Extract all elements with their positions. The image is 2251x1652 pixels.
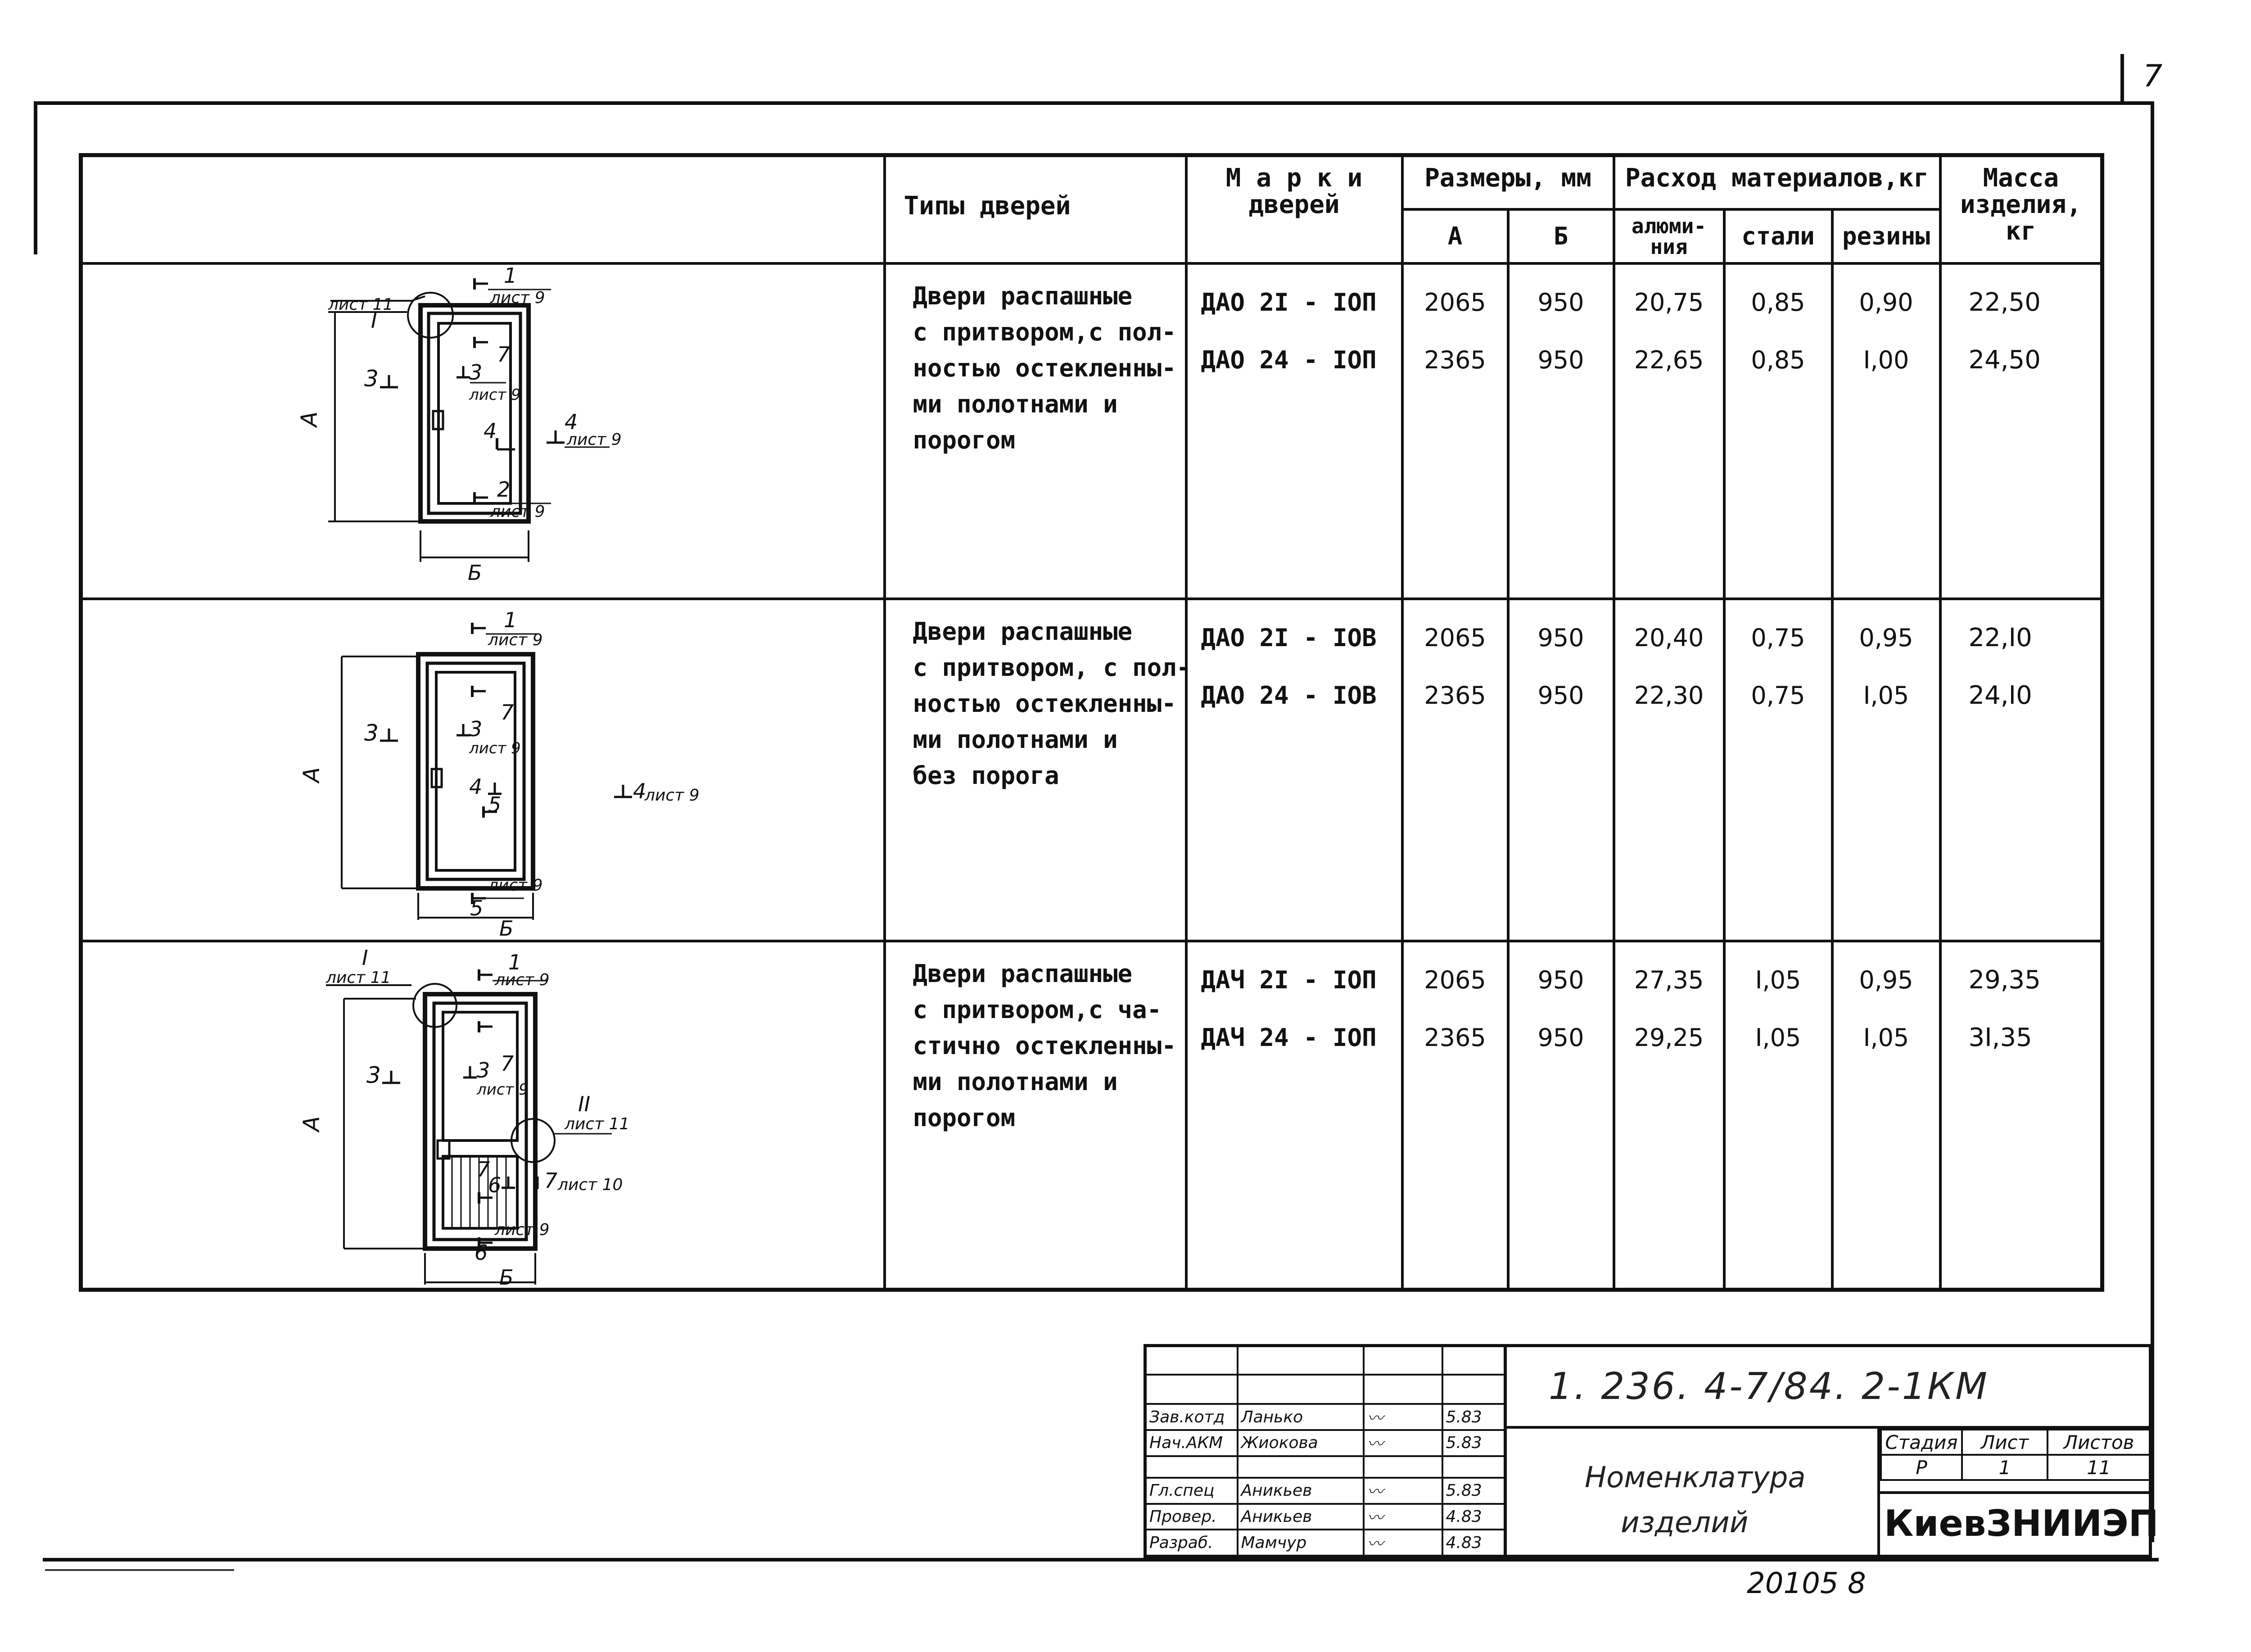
section-6-inner-label: 6 — [488, 1172, 502, 1197]
aluminium-value: 20,40 — [1634, 623, 1704, 652]
type-line: с притвором,с ча- — [913, 995, 1162, 1024]
steel-values — [1724, 263, 1832, 599]
door-elevation-3 — [83, 942, 886, 1289]
door-mark: ДАЧ 24 - IОП — [1201, 1023, 1377, 1052]
dim-a-value: 2365 — [1424, 681, 1486, 710]
type-line: с притвором,с пол- — [913, 317, 1176, 346]
aluminium-values — [1614, 599, 1724, 941]
type-line: стично остекленны- — [913, 1031, 1176, 1060]
signature-name: Аникьев — [1238, 1478, 1364, 1504]
signature-date: 5.83 — [1442, 1430, 1505, 1456]
rubber-value: I,05 — [1863, 681, 1909, 710]
dim-b-value: 950 — [1537, 965, 1584, 994]
dim-a-value: 2065 — [1424, 288, 1486, 317]
header-steel: стали — [1724, 209, 1832, 263]
signature-row — [1145, 1478, 1505, 1504]
header-marks — [1186, 155, 1402, 263]
callout-top-label: I — [371, 308, 377, 333]
signature-name: Аникьев — [1238, 1504, 1364, 1530]
section-7-label: 7 — [501, 1051, 514, 1076]
dim-b-value: 950 — [1537, 345, 1584, 374]
callout-mid-sheet: лист 11 — [565, 1114, 630, 1133]
section-4-inner-label: 4 — [469, 774, 483, 799]
inventory-number: 20105 8 — [1747, 1567, 1866, 1600]
section-4-label: 4 — [633, 778, 646, 803]
section-2-sheet: лист 9 — [490, 502, 545, 521]
bottom-frame-line — [43, 1558, 2159, 1561]
header-marks-line-1: М а р к и — [1225, 163, 1363, 193]
dimension-a-label: А — [298, 767, 325, 783]
steel-value: 0,85 — [1751, 345, 1805, 374]
signature-role: Провер. — [1145, 1504, 1238, 1530]
section-1-label: 1 — [504, 607, 517, 632]
section-5-inner-label: 5 — [488, 792, 502, 817]
type-line: Двери распашные — [913, 617, 1133, 646]
dimension-a-label: А — [296, 411, 322, 427]
rubber-value: 0,95 — [1859, 623, 1913, 652]
dimension-a-label: А — [298, 1116, 325, 1132]
section-5-label: 5 — [470, 896, 484, 920]
bottom-frame-line-short — [45, 1569, 234, 1571]
header-drawing-blank — [81, 155, 885, 263]
callout-top-sheet: лист 11 — [328, 295, 393, 314]
signature-mark: 〰 — [1364, 1404, 1442, 1430]
door-mark: ДАО 24 - IОВ — [1201, 681, 1377, 710]
dim-b-value: 950 — [1537, 1023, 1584, 1052]
rubber-values — [1832, 263, 1940, 599]
type-line: ми полотнами и — [913, 389, 1118, 418]
section-7-label: 7 — [501, 700, 514, 724]
door-type-description — [885, 941, 1186, 1290]
section-1-sheet: лист 9 — [490, 288, 545, 307]
dim-b-values — [1508, 941, 1614, 1290]
section-7-label: 7 — [497, 342, 511, 367]
section-6-sheet: лист 9 — [495, 1220, 550, 1239]
stage-table — [1880, 1429, 2151, 1481]
sheet-number-rule — [2120, 54, 2124, 104]
door-drawing-2 — [81, 599, 885, 941]
signature-mark: 〰 — [1364, 1530, 1442, 1556]
dimension-b-label: Б — [499, 1265, 514, 1289]
dim-a-value: 2365 — [1424, 1023, 1486, 1052]
callout-mid-label: II — [578, 1091, 591, 1116]
door-mark: ДАО 2I - IОП — [1201, 288, 1377, 317]
section-3-label: 3 — [477, 1058, 490, 1082]
signature-mark: 〰 — [1364, 1478, 1442, 1504]
aluminium-values — [1614, 263, 1724, 599]
section-3-sheet: лист 9 — [477, 1080, 529, 1099]
type-line: порогом — [913, 425, 1016, 454]
section-3-label: 3 — [469, 716, 483, 741]
stage-value: Р — [1881, 1455, 1962, 1480]
callout-top-label: I — [362, 945, 368, 970]
signature-row — [1145, 1404, 1505, 1430]
rubber-value: I,05 — [1863, 1023, 1909, 1052]
aluminium-value: 22,30 — [1634, 681, 1704, 710]
header-mass-line-3: кг — [2006, 216, 2036, 246]
signature-date: 5.83 — [1442, 1404, 1505, 1430]
section-3-label: 3 — [469, 360, 483, 385]
section-1-label: 1 — [508, 950, 522, 974]
steel-value: I,05 — [1755, 1023, 1801, 1052]
mass-value: 29,35 — [1968, 965, 2041, 995]
dim-a-values — [1402, 599, 1508, 941]
section-5-sheet: лист 9 — [488, 876, 543, 895]
header-row-1 — [81, 155, 2102, 209]
section-4-sheet: лист 9 — [567, 430, 622, 449]
type-line: ностью остекленны- — [913, 689, 1176, 718]
mass-value: 3I,35 — [1968, 1023, 2032, 1052]
steel-value: 0,85 — [1751, 288, 1805, 317]
header-rubber: резины — [1832, 209, 1940, 263]
dim-a-values — [1402, 941, 1508, 1290]
document-title-line: Номенклатура — [1585, 1461, 1806, 1494]
dim-a-value: 2365 — [1424, 345, 1486, 374]
signature-role: Зав.котд — [1145, 1404, 1238, 1430]
mass-value: 22,50 — [1968, 287, 2041, 317]
aluminium-value: 29,25 — [1634, 1023, 1704, 1052]
signature-mark: 〰 — [1364, 1504, 1442, 1530]
steel-values — [1724, 599, 1832, 941]
signature-date: 4.83 — [1442, 1504, 1505, 1530]
rubber-value: 0,90 — [1859, 288, 1913, 317]
dim-b-values — [1508, 263, 1614, 599]
document-title — [1585, 1455, 1806, 1545]
rubber-value: I,00 — [1863, 345, 1909, 374]
steel-value: 0,75 — [1751, 681, 1805, 710]
mass-values — [1940, 599, 2102, 941]
signature-role: Гл.спец — [1145, 1478, 1238, 1504]
door-mark: ДАО 2I - IОВ — [1201, 623, 1377, 652]
rubber-values — [1832, 599, 1940, 941]
organization-divider — [1880, 1491, 2149, 1494]
dim-b-value: 950 — [1537, 623, 1584, 652]
sheets-value: 11 — [2048, 1455, 2150, 1480]
section-4-sheet: лист 9 — [645, 786, 700, 805]
section-7-inner-label: 7 — [477, 1157, 490, 1181]
signature-grid — [1144, 1344, 1507, 1558]
aluminium-values — [1614, 941, 1724, 1290]
section-3-sheet: лист 9 — [469, 739, 521, 757]
sheet-value: 1 — [1962, 1455, 2048, 1480]
header-mass-line-2: изделия, — [1960, 190, 2082, 219]
signature-role: Разраб. — [1145, 1530, 1238, 1556]
section-3-left-label: 3 — [364, 365, 379, 392]
section-1-sheet: лист 9 — [488, 630, 543, 649]
header-aluminium — [1614, 209, 1724, 263]
door-drawing-3 — [81, 941, 885, 1290]
type-line: порогом — [913, 1103, 1016, 1132]
header-door-types: Типы дверей — [885, 155, 1186, 263]
sheets-label: Листов — [2048, 1430, 2150, 1455]
organization-name: КиевЗНИИЭП — [1884, 1503, 2159, 1544]
door-elevation-2 — [83, 600, 886, 940]
type-line: без порога — [913, 761, 1059, 790]
header-marks-line-2: дверей — [1248, 190, 1340, 219]
door-marks — [1186, 263, 1402, 599]
header-mass — [1940, 155, 2102, 263]
drawing-frame-left — [34, 101, 37, 254]
sheet-label: Лист — [1962, 1430, 2048, 1455]
door-type-description — [885, 599, 1191, 941]
mass-value: 24,I0 — [1968, 680, 2032, 710]
section-1-label: 1 — [504, 264, 517, 288]
door-frame-inner — [434, 1003, 526, 1240]
section-3-sheet: лист 9 — [469, 385, 521, 404]
table-row — [81, 599, 2102, 941]
type-line: с притвором, с пол- — [913, 653, 1191, 682]
title-block — [1144, 1344, 2159, 1558]
header-aluminium-line-2: ния — [1650, 234, 1688, 259]
mass-values — [1940, 263, 2102, 599]
type-line: ностью остекленны- — [913, 353, 1176, 382]
signature-name: Ланько — [1238, 1404, 1364, 1430]
section-4-inner-label: 4 — [484, 418, 497, 443]
document-code: 1. 236. 4-7/84. 2-1КМ — [1549, 1365, 1989, 1408]
mass-values — [1940, 941, 2102, 1290]
title-block-main — [1504, 1344, 2159, 1558]
dim-b-value: 950 — [1537, 681, 1584, 710]
section-1-sheet: лист 9 — [495, 970, 550, 989]
mass-value: 24,50 — [1968, 345, 2041, 375]
aluminium-value: 27,35 — [1634, 965, 1704, 994]
dimension-b-label: Б — [468, 560, 482, 585]
steel-values — [1724, 941, 1832, 1290]
section-4-label: 4 — [565, 409, 578, 434]
section-3-left-label: 3 — [366, 1062, 381, 1088]
aluminium-value: 22,65 — [1634, 345, 1704, 374]
rubber-value: 0,95 — [1859, 965, 1913, 994]
signature-name: Мамчур — [1238, 1530, 1364, 1556]
signature-role: Нач.АКМ — [1145, 1430, 1238, 1456]
signature-mark: 〰 — [1364, 1430, 1442, 1456]
steel-value: 0,75 — [1751, 623, 1805, 652]
signature-name: Жиокова — [1238, 1430, 1364, 1456]
door-marks — [1186, 941, 1402, 1290]
door-specification-table — [79, 153, 2104, 1292]
signature-row — [1145, 1430, 1505, 1456]
signature-date: 4.83 — [1442, 1530, 1505, 1556]
section-3-left-label: 3 — [364, 720, 379, 746]
type-line: ми полотнами и — [913, 1067, 1118, 1096]
signature-row — [1145, 1530, 1505, 1556]
header-dim-a: А — [1402, 209, 1508, 263]
dim-b-value: 950 — [1537, 288, 1584, 317]
sheet-number: 7 — [2143, 59, 2163, 94]
type-line: ми полотнами и — [913, 725, 1118, 754]
dimension-b-label: Б — [499, 916, 514, 940]
door-elevation-1 — [83, 265, 886, 598]
section-7-label-right: 7 — [544, 1168, 558, 1193]
table-row — [81, 941, 2102, 1290]
door-drawing-1 — [81, 263, 885, 599]
dim-a-value: 2065 — [1424, 623, 1486, 652]
door-mark: ДАО 24 - IОП — [1201, 345, 1377, 374]
door-marks — [1186, 599, 1402, 941]
dim-a-values — [1402, 263, 1508, 599]
callout-top-sheet: лист 11 — [326, 968, 391, 987]
header-materials: Расход материалов,кг — [1614, 155, 1940, 209]
signature-row — [1145, 1504, 1505, 1530]
aluminium-value: 20,75 — [1634, 288, 1704, 317]
signature-date: 5.83 — [1442, 1478, 1505, 1504]
steel-value: I,05 — [1755, 965, 1801, 994]
door-mark: ДАЧ 2I - IОП — [1201, 965, 1377, 994]
header-dimensions: Размеры, мм — [1402, 155, 1614, 209]
stage-label: Стадия — [1881, 1430, 1962, 1455]
dim-b-values — [1508, 599, 1614, 941]
section-6-label: 6 — [475, 1240, 488, 1265]
door-type-description — [885, 263, 1186, 599]
mass-value: 22,I0 — [1968, 623, 2032, 652]
section-2-label: 2 — [497, 477, 511, 502]
rubber-values — [1832, 941, 1940, 1290]
section-7-sheet: лист 10 — [558, 1175, 623, 1194]
document-title-line: изделий — [1621, 1506, 1749, 1539]
type-line: Двери распашные — [913, 959, 1133, 988]
table-row — [81, 263, 2102, 599]
header-dim-b: Б — [1508, 209, 1614, 263]
type-line: Двери распашные — [913, 281, 1133, 310]
header-aluminium-line-1: алюми- — [1631, 213, 1707, 238]
dim-a-value: 2065 — [1424, 965, 1486, 994]
header-mass-line-1: Масса — [1983, 163, 2059, 193]
